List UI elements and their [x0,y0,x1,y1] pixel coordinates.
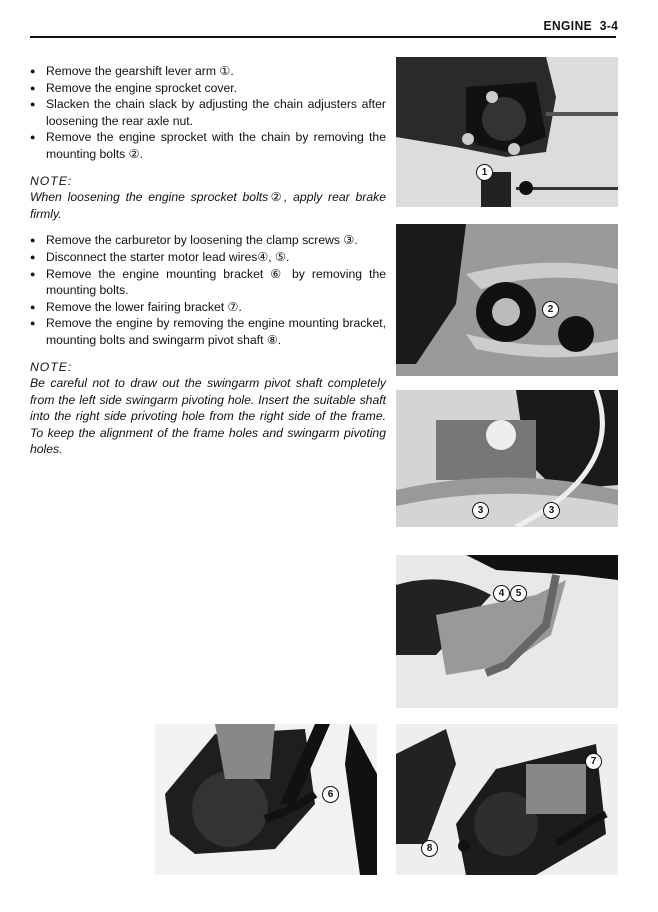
photo-carburetor [396,390,618,527]
engine-photo-illustration [396,57,618,207]
callout-4: 4 [493,585,510,602]
callout-1: 1 [476,164,493,181]
step-item: ● Remove the engine sprocket with the chain by removing the mounting bolts ②. [30,129,386,162]
header-rule [30,36,616,38]
step-item: ● Remove the engine sprocket cover. [30,80,386,97]
photo-engine-mounting-bracket [155,724,377,875]
note-body: When loosening the engine sprocket bolts②, apply rear brake firmly. [30,190,386,221]
callout-3a: 3 [472,502,489,519]
steps-list-2 [30,232,386,348]
text-column [30,63,386,458]
photo-sprocket-cover [396,57,618,207]
header-page-number: 3-4 [599,18,618,33]
step-item: ● Remove the gearshift lever arm ①. [30,63,386,80]
note-body: Be careful not to draw out the swingarm pivot shaft completely from the left side swingarm pivoting hole. Insert the suitable shaft into the right side privoting hole from the right side of the frame. To keep the alignment of the frame holes and swingarm pivoting holes. [30,376,386,457]
note-title: NOTE: [30,173,73,188]
callout-5: 5 [510,585,527,602]
callout-7: 7 [585,753,602,770]
step-item: ● Remove the carburetor by loosening the clamp screws ③. [30,232,386,249]
photo-sprocket-chain [396,224,618,376]
engine-photo-illustration [155,724,377,875]
step-item: ● Slacken the chain slack by adjusting the chain adjusters after loosening the rear axle nut. [30,96,386,129]
callout-3b: 3 [543,502,560,519]
steps-list-1 [30,63,386,163]
callout-2: 2 [542,301,559,318]
engine-photo-illustration [396,555,618,708]
callout-8: 8 [421,840,438,857]
note-title: NOTE: [30,359,73,374]
page-header [543,18,618,33]
step-item: ● Remove the engine mounting bracket ⑥ by removing the mounting bolts. [30,266,386,299]
step-item: ● Disconnect the starter motor lead wires④, ⑤. [30,249,386,266]
photo-starter-wires [396,555,618,708]
step-item: ● Remove the engine by removing the engine mounting bracket, mounting bolts and swingarm pivot shaft ⑧. [30,315,386,348]
step-item: ● Remove the lower fairing bracket ⑦. [30,299,386,316]
engine-photo-illustration [396,390,618,527]
header-section: ENGINE [543,18,592,33]
photo-fairing-bracket-pivot [396,724,618,875]
callout-6: 6 [322,786,339,803]
engine-photo-illustration [396,224,618,376]
